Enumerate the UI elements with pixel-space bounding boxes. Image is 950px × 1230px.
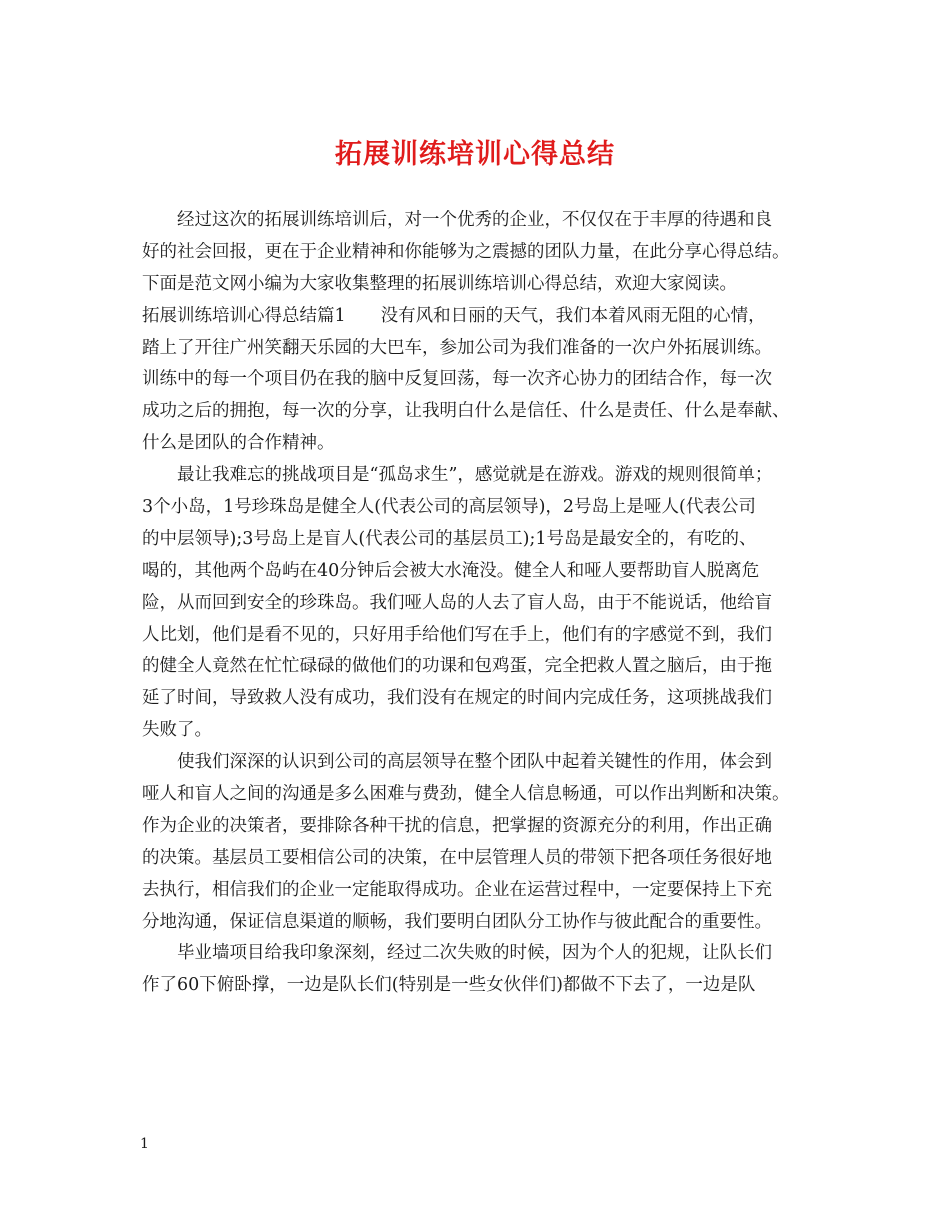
text-line: 好的社会回报，更在于企业精神和你能够为之震撼的团队力量，在此分享心得总结。 — [142, 241, 790, 262]
text-line: 成功之后的拥抱，每一次的分享，让我明白什么是信任、什么是责任、什么是奉献、 — [142, 401, 790, 422]
text-line: 3个小岛，1号珍珠岛是健全人(代表公司的高层领导)，2号岛上是哑人(代表公司 — [142, 497, 756, 518]
text-line: 哑人和盲人之间的沟通是多么困难与费劲，健全人信息畅通，可以作出判断和决策。 — [142, 784, 790, 805]
text-line: 使我们深深的认识到公司的高层领导在整个团队中起着关键性的作用，体会到 — [177, 752, 772, 773]
text-line: 失败了。 — [142, 720, 212, 741]
document-title: 拓展训练培训心得总结 — [335, 139, 615, 170]
text-line: 什么是团队的合作精神。 — [142, 433, 335, 454]
text-line: 人比划，他们是看不见的，只好用手给他们写在手上，他们有的字感觉不到，我们 — [142, 624, 772, 645]
text-line: 经过这次的拓展训练培训后，对一个优秀的企业，不仅仅在于丰厚的待遇和良 — [177, 210, 772, 230]
text-line: 踏上了开往广州笑翻天乐园的大巴车，参加公司为我们准备的一次户外拓展训练。 — [142, 337, 772, 358]
text-line: 延了时间，导致救人没有成功，我们没有在规定的时间内完成任务，这项挑战我们 — [142, 688, 772, 709]
text-line: 下面是范文网小编为大家收集整理的拓展训练培训心得总结，欢迎大家阅读。 — [142, 273, 737, 294]
text-line: 的决策。基层员工要相信公司的决策，在中层管理人员的带领下把各项任务很好地 — [142, 847, 772, 868]
page-number: 1 — [140, 1136, 149, 1152]
text-line: 训练中的每一个项目仍在我的脑中反复回荡，每一次齐心协力的团结合作，每一次 — [142, 369, 772, 390]
document-body — [142, 205, 822, 1002]
text-line: 去执行，相信我们的企业一定能取得成功。企业在运营过程中，一定要保持上下充 — [142, 879, 772, 900]
text-line: 作了60下俯卧撑，一边是队长们(特别是一些女伙伴们)都做不下去了，一边是队 — [142, 975, 756, 996]
text-line: 分地沟通，保证信息渠道的顺畅，我们要明白团队分工协作与彼此配合的重要性。 — [142, 911, 772, 932]
text-line: 险，从而回到安全的珍珠岛。我们哑人岛的人去了盲人岛，由于不能说话，他给盲 — [142, 592, 772, 613]
text-line: 作为企业的决策者，要排除各种干扰的信息，把掌握的资源充分的利用，作出正确 — [142, 815, 772, 836]
text-line: 最让我难忘的挑战项目是“孤岛求生”，感觉就是在游戏。游戏的规则很简单； — [177, 465, 773, 486]
text-line: 毕业墙项目给我印象深刻，经过二次失败的时候，因为个人的犯规，让队长们 — [177, 943, 772, 964]
text-line: 的中层领导);3号岛上是盲人(代表公司的基层员工);1号岛是最安全的，有吃的、 — [142, 528, 757, 549]
text-line: 的健全人竟然在忙忙碌碌的做他们的功课和包鸡蛋，完全把救人置之脑后，由于拖 — [142, 656, 772, 677]
text-line: 拓展训练培训心得总结篇1 没有风和日丽的天气，我们本着风雨无阻的心情， — [142, 305, 766, 326]
text-line: 喝的，其他两个岛屿在40分钟后会被大水淹没。健全人和哑人要帮助盲人脱离危 — [142, 560, 760, 581]
